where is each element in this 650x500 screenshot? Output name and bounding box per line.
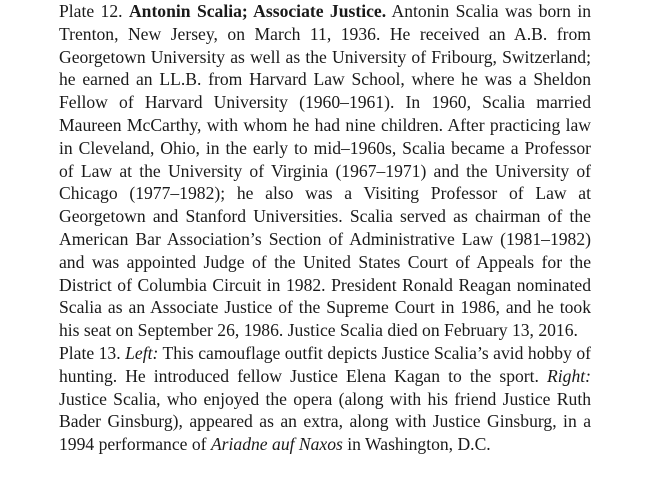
plate-13-opera-title: Ariadne auf Naxos — [210, 434, 343, 455]
plate-13-left-label: Left: — [125, 342, 159, 363]
plate-13-right-text-2: in Washington, D.C. — [347, 434, 491, 455]
plate-13-right-text-1: Justice Scalia, who enjoyed the opera (along with his friend Justice Ruth Bader Ginsburg), appeared as an extra, along with Justice Ginsburg, in a 1994 performance of — [59, 388, 591, 455]
plate-13-right-label: Right: — [547, 365, 591, 386]
plate-12-caption — [59, 0, 591, 342]
plate-13-left-text: This camouflage outfit depicts Justice Scalia’s avid hobby of hunting. He introduced fellow Justice Elena Kagan to the sport. — [59, 342, 592, 386]
caption-block — [59, 0, 591, 456]
plate-13-caption — [59, 342, 591, 456]
plate-12-label: Plate 12. — [59, 1, 123, 21]
plate-13-label: Plate 13. — [59, 342, 121, 363]
plate-12-body: Antonin Scalia was born in Trenton, New Jersey, on March 11, 1936. He received an A.B. from Georgetown University as well as the University of Fribourg, Switzerland; he earned an LL.B. from Harvard Law School, where he was a Sheldon Fellow of Harvard University (1960–1961). In 1960, Scalia married Maureen McCarthy, with whom he had nine children. After practicing law in Cleveland, Ohio, in the early to mid–1960s, Scalia became a Professor of Law at the University of Virginia (1967–1971) and the University of Chicago (1977–1982); he also was a Visiting Professor of Law at Georgetown and Stanford Universities. Scalia served as chairman of the American Bar Association’s Section of Administrative Law (1981–1982) and was appointed Judge of the United States Court of Appeals for the District of Columbia Circuit in 1982. President Ronald Reagan nominated Scalia as an Associate Justice of the Supreme Court in 1986, and he took his seat on September 26, 1986. Justice Scalia died on February 13, 2016. — [59, 1, 592, 341]
plate-12-heading: Antonin Scalia; Associate Justice. — [128, 1, 387, 21]
